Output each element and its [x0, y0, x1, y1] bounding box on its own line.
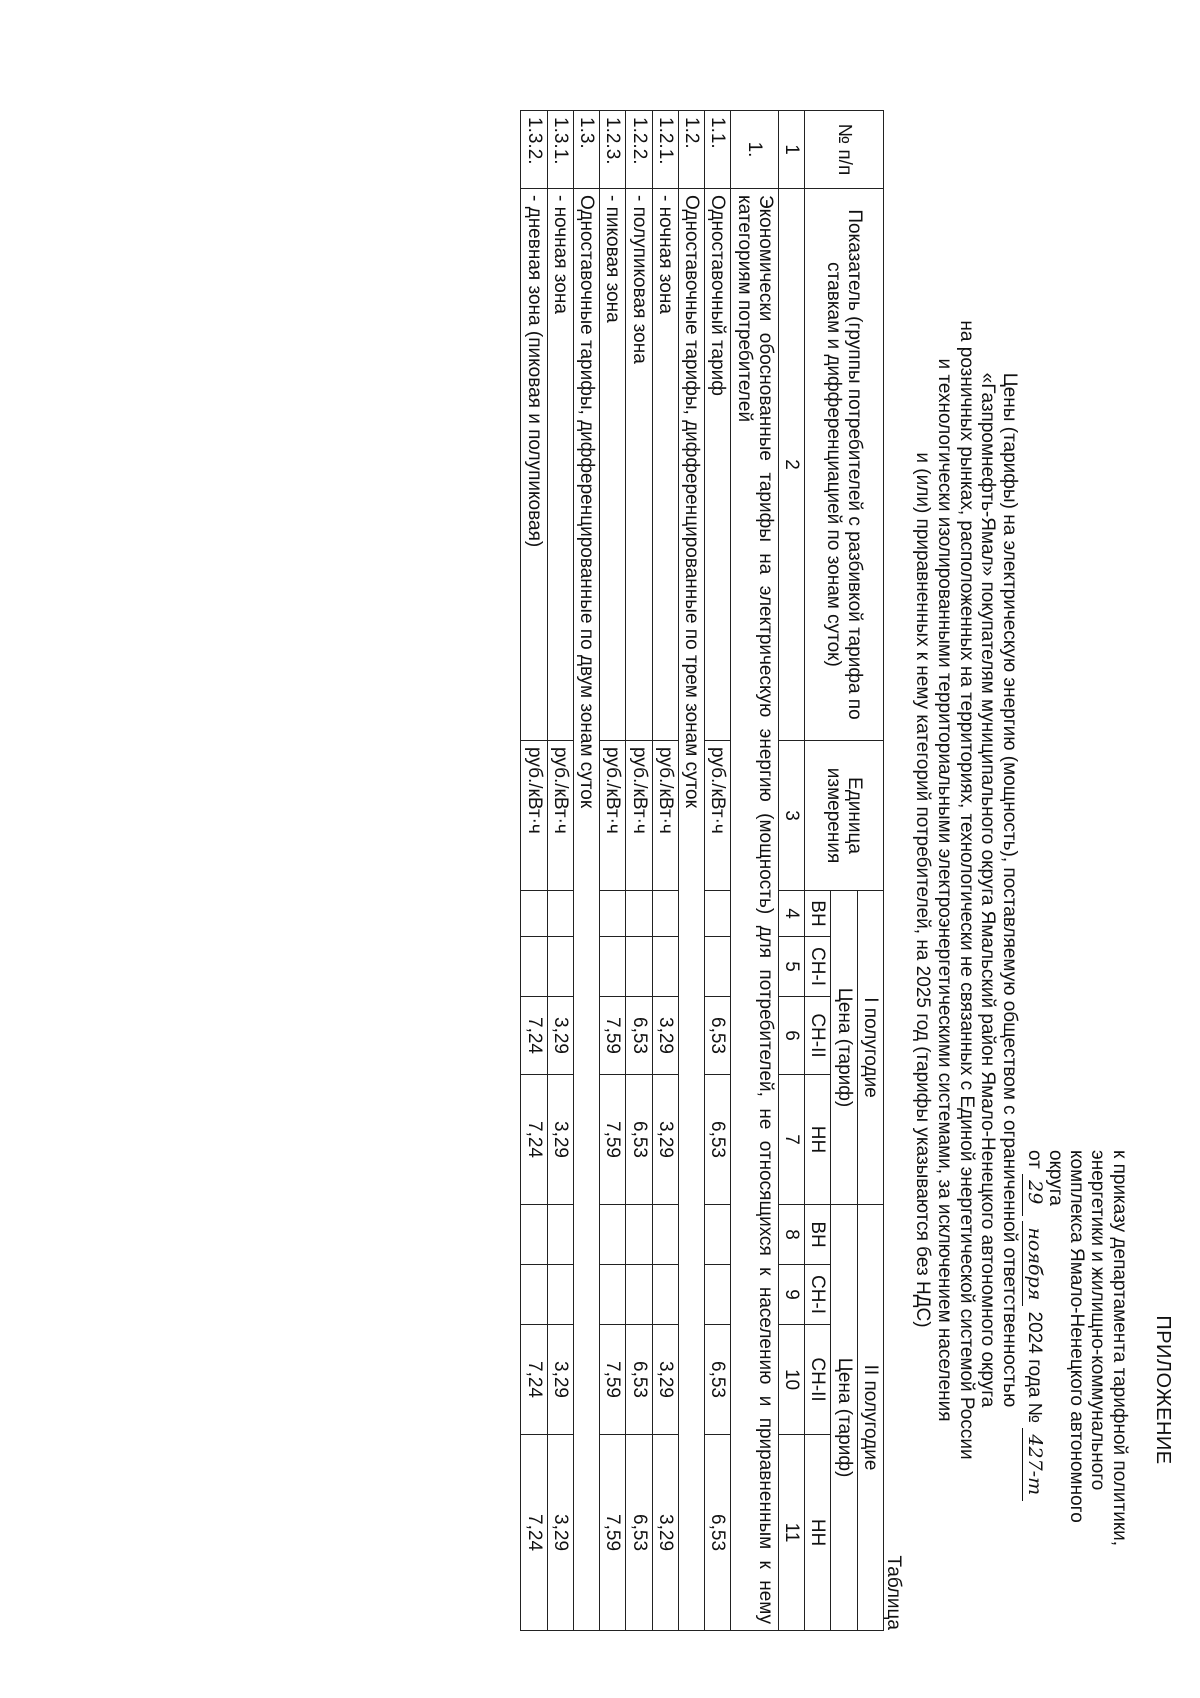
row-name: - ночная зона [652, 189, 678, 741]
appendix-line: к приказу департамента тарифной политики, [1108, 1150, 1130, 1547]
row-value: 6,53 [626, 997, 652, 1075]
row-value: 6,53 [705, 1325, 731, 1435]
row-value [547, 1265, 573, 1325]
header-level: СН-II [805, 1325, 831, 1435]
header-level: НН [805, 1435, 831, 1631]
section-num: 1. [731, 111, 779, 189]
row-value [547, 937, 573, 997]
header-level: ВН [805, 1205, 831, 1265]
header-level: ВН [805, 891, 831, 937]
header-level: СН-I [805, 937, 831, 997]
row-value: 7,59 [600, 1075, 626, 1205]
row-unit: руб./кВт·ч [652, 741, 678, 891]
title-line: на розничных рынках, расположенных на территориях, технологически не связанных с Единой энергетической системой России [955, 320, 977, 1460]
col-number: 8 [778, 1205, 804, 1265]
section-num: 1.2. [678, 111, 704, 189]
title-line: и (или) приравненных к нему категорий потребителей, на 2025 год (тарифы указываются без НДС) [912, 452, 934, 1328]
appendix-header [1022, 1150, 1174, 1570]
header-price-2: Цена (тариф) [831, 1205, 857, 1631]
row-value: 6,53 [626, 1325, 652, 1435]
row-value: 6,53 [705, 997, 731, 1075]
row-name: - пиковая зона [600, 189, 626, 741]
col-number: 2 [778, 189, 804, 741]
col-number: 9 [778, 1265, 804, 1325]
row-unit: руб./кВт·ч [626, 741, 652, 891]
header-half-1: I полугодие [857, 891, 883, 1205]
header-level: НН [805, 1075, 831, 1205]
row-num: 1.3.1. [547, 111, 573, 189]
row-value [626, 937, 652, 997]
document-title [912, 150, 1020, 1630]
row-value [652, 891, 678, 937]
row-value [705, 937, 731, 997]
col-number: 7 [778, 1075, 804, 1205]
row-num: 1.3.2. [521, 111, 547, 189]
row-value: 6,53 [705, 1435, 731, 1631]
section-label: Одноставочные тарифы, дифференцированные по двум зонам суток [573, 189, 599, 1631]
row-value [547, 891, 573, 937]
row-value: 7,24 [521, 1325, 547, 1435]
col-number: 4 [778, 891, 804, 937]
appendix-line: комплекса Ямало-Ненецкого автономного [1066, 1150, 1088, 1523]
table-label: Таблица [883, 1555, 904, 1630]
handwritten-month: ноября [1022, 1221, 1044, 1306]
title-line: Цены (тарифы) на электрическую энергию (мощность), поставляемую обществом с ограниченной ответственностью [999, 372, 1020, 1408]
date-prefix: от [1023, 1150, 1045, 1169]
tariff-table [520, 110, 884, 1631]
col-number: 5 [778, 937, 804, 997]
row-value: 7,59 [600, 997, 626, 1075]
row-value: 7,24 [521, 1435, 547, 1631]
row-name: - полупиковая зона [626, 189, 652, 741]
row-num: 1.2.2. [626, 111, 652, 189]
header-num: № п/п [805, 111, 884, 189]
row-name: Одноставочный тариф [705, 189, 731, 741]
title-line: и технологически изолированными территориальными электроэнергетическими системами, за исключением населения [934, 358, 956, 1422]
section-num: 1.3. [573, 111, 599, 189]
section-row [573, 111, 599, 1631]
header-level: СН-I [805, 1265, 831, 1325]
col-number: 6 [778, 997, 804, 1075]
row-value: 6,53 [705, 1075, 731, 1205]
year-text: 2024 года № [1023, 1311, 1045, 1424]
table-row [547, 111, 573, 1631]
table-row [705, 111, 731, 1631]
row-value: 3,29 [652, 997, 678, 1075]
section-label: Экономически обоснованные тарифы на электрическую энергию (мощность) для потребителей, не относящихся к населению и приравненным к нему категориям потребителей [731, 189, 779, 1631]
section-label: Одноставочные тарифы, дифференцированные по трем зонам суток [678, 189, 704, 1631]
row-value: 3,29 [652, 1435, 678, 1631]
row-value: 7,59 [600, 1435, 626, 1631]
row-value [652, 1265, 678, 1325]
row-name: - дневная зона (пиковая и полупиковая) [521, 189, 547, 741]
row-value: 3,29 [547, 1325, 573, 1435]
col-number: 1 [778, 111, 804, 189]
handwritten-number: 427-т [1022, 1428, 1044, 1501]
row-value: 3,29 [652, 1075, 678, 1205]
document-page [108, 110, 1188, 1630]
header-price-1: Цена (тариф) [831, 891, 857, 1205]
section-row [678, 111, 704, 1631]
row-value [600, 891, 626, 937]
row-unit: руб./кВт·ч [521, 741, 547, 891]
row-value [600, 1265, 626, 1325]
header-level: СН-II [805, 997, 831, 1075]
handwritten-day: 29 [1022, 1174, 1044, 1216]
row-value [521, 1205, 547, 1265]
appendix-line: округа [1044, 1150, 1066, 1206]
row-value [521, 1265, 547, 1325]
header-row [857, 111, 883, 1631]
row-num: 1.2.3. [600, 111, 626, 189]
header-indicator: Показатель (группы потребителей с разбивкой тарифа по ставкам и дифференциацией по зонам суток) [805, 189, 884, 741]
appendix-line: энергетики и жилищно-коммунального [1087, 1150, 1109, 1491]
row-value [521, 937, 547, 997]
table-row [521, 111, 547, 1631]
table-row [626, 111, 652, 1631]
row-value [626, 1205, 652, 1265]
table-row [600, 111, 626, 1631]
title-line: «Газпромнефть-Ямал» покупателям муниципального округа Ямальский район Ямало-Ненецкого автономного округа [977, 372, 999, 1408]
col-number: 10 [778, 1325, 804, 1435]
row-num: 1.2.1. [652, 111, 678, 189]
row-value [626, 1265, 652, 1325]
row-value: 3,29 [547, 997, 573, 1075]
row-value [705, 891, 731, 937]
table-row [652, 111, 678, 1631]
row-value: 6,53 [626, 1075, 652, 1205]
appendix-caption: ПРИЛОЖЕНИЕ [1152, 1315, 1174, 1465]
row-unit: руб./кВт·ч [547, 741, 573, 891]
row-num: 1.1. [705, 111, 731, 189]
row-value [652, 1205, 678, 1265]
header-unit: Единица измерения [805, 741, 884, 891]
row-value: 7,24 [521, 1075, 547, 1205]
row-value [521, 891, 547, 937]
row-value: 3,29 [547, 1435, 573, 1631]
row-value: 3,29 [547, 1075, 573, 1205]
appendix-date-line [1022, 1150, 1044, 1570]
row-value [600, 1205, 626, 1265]
row-value [705, 1265, 731, 1325]
row-unit: руб./кВт·ч [705, 741, 731, 891]
row-value: 6,53 [626, 1435, 652, 1631]
row-unit: руб./кВт·ч [600, 741, 626, 891]
column-numbers-row [778, 111, 804, 1631]
col-number: 3 [778, 741, 804, 891]
row-value: 7,24 [521, 997, 547, 1075]
row-value: 3,29 [652, 1325, 678, 1435]
row-value [547, 1205, 573, 1265]
row-value [600, 937, 626, 997]
row-value [626, 891, 652, 937]
row-value [705, 1205, 731, 1265]
col-number: 11 [778, 1435, 804, 1631]
row-name: - ночная зона [547, 189, 573, 741]
section-row [731, 111, 779, 1631]
row-value: 7,59 [600, 1325, 626, 1435]
header-half-2: II полугодие [857, 1205, 883, 1631]
row-value [652, 937, 678, 997]
